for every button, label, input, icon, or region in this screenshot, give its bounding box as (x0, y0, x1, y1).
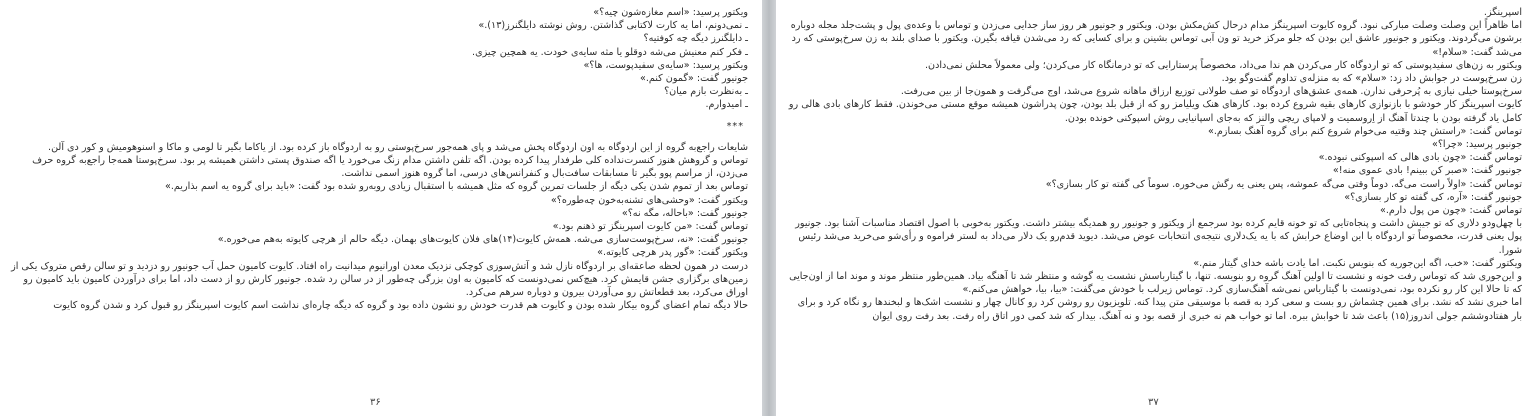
paragraph: ویکتور پرسید: «اسم مغازه‌شون چیه؟» (593, 7, 748, 18)
paragraph: جونیور گفت: «صبر کن ببینم! بادی عموی منه!» (1332, 165, 1522, 177)
paragraph: توماس گفت: «چون بادی هالی که اسپوکنی نبوده.» (1318, 152, 1522, 164)
paragraph: ویکتور گفت: «وحشی‌های تشنه‌به‌خون چه‌طوره؟» (550, 194, 748, 206)
paragraph: و این‌جوری شد که توماس رفت خونه و نشست تا اولین آهنگ گروه رو بنویسه. تنها، با گیتارباسش نشست یه گوشه و منتظر شد تا آهنگه بیاد. همین‌طور منتظر موند و موند اما از اون‌جایی که تا حالا این کار رو نکرده بود، نمی‌دونست با گیتارباس نمی‌شه آهنگ‌سازی کرد. توماس زیرلب با خودش می‌گفت: «بیا، بیا، خواهش می‌کنم.» (789, 271, 1522, 296)
paragraph: توماس گفت: «من کایوت اسپرینگز تو ذهنم بود.» (552, 221, 748, 233)
page-number: ۳۶ (370, 397, 381, 408)
left-page-text (10, 6, 748, 312)
right-page-text (786, 6, 1522, 323)
paragraph: ویکتور گفت: «گور پدر هرچی کایوته.» (597, 247, 748, 259)
paragraph: اسپرینگز. (1483, 7, 1522, 18)
book-gutter (762, 0, 776, 416)
paragraph: جونیور گفت: «گمون کنم.» (639, 73, 748, 85)
page-number: ۳۷ (1148, 397, 1159, 408)
paragraph: ویکتور گفت: «خب، اگه این‌جوریه که بنویس نکبت. اما یادت باشه خدای گیتار منم.» (1193, 257, 1522, 269)
paragraph: درست در همون لحظه صاعقه‌ای بر اردوگاه نازل شد و آتش‌سوزی کوچکی نزدیک معدن اورانیوم میدانیت راه افتاد. کایوت کامیون حمل آب جونیور رو دزدید و تو سالن رقص متروک یکی از زمین‌های برگزاری جشن قایمش کرد. هیچ‌کس نمی‌دونست که کامیون به اون بزرگی چه‌طور از در سالن رد شده. جونیور کارش رو از دست داد، اما برای درآوردن کامیون باید کامیون رو اوراق می‌کرد، بعد قطعاتش رو می‌آوردن بیرون و دوباره سرهم می‌کرد. (11, 260, 748, 299)
paragraph: ـ امیدوارم. (705, 99, 748, 111)
right-page (776, 0, 1536, 416)
paragraph: اما ظاهراً این وصلت وصلت مبارکی نبود. گروه کایوت اسپرینگز مدام درحال کش‌مکش بودن. ویکتور و جونیور هر روز ساز جدایی می‌زدن و توماس با وعده‌ی پول و پشت‌جلد مجله دوباره برشون می‌گردوند. ویکتور و جونیور عاشق این بودن که جلو مرکز خرید تو ون آبی توماس بشینن و برای کسایی که رد می‌شدن قیافه بگیرن. ویکتور با صدای بلند به زن سرخ‌پوستی که رد می‌شد گفت: «سلام!» (790, 20, 1522, 58)
paragraph: توماس گفت: «راستش چند وقتیه می‌خوام شروع کنم برای گروه آهنگ بسازم.» (1207, 125, 1522, 137)
paragraph: با چهل‌ودو دلاری که تو جیبش داشت و پنجاه‌تایی که تو خونه قایم کرده بود سرجمع از ویکتور و جونیور رو همدیگه بیشتر داشت. ویکتور به‌خوبی با اصول اقتصاد مناسبات آشنا بود. جونیور پول یعنی قدرت، مخصوصاً تو اردوگاه با این اوضاع خرابش که با یه یک‌دلاری نتیجه‌ی انتخابات عوض می‌شد. دیوید قدم‌رو یک دلار می‌داد به لستر فراموه و رأی‌شو می‌خرید می‌شد رئیس شورا. (795, 218, 1522, 256)
paragraph: ـ نمی‌دونم، اما یه کارت لاکتابی گذاشتن. روش نوشته دایلگنرز(۱۳).» (478, 20, 748, 32)
paragraph: ـ دایلگنرز دیگه چه کوفتیه؟ (643, 33, 748, 45)
paragraph: شایعات راجع‌به گروه از این اردوگاه به اون اردوگاه پخش می‌شد و پای همه‌جور سرخ‌پوستی رو به اردوگاه باز کرده بود. از یاکاما بگیر تا لومی و ماکا و اسنوهومیش و کور دی آلن. (48, 141, 748, 153)
paragraph: کایوت اسپرینگز کار خودشو با بازنوازی کارهای بقیه شروع کرده بود. کارهای هنک ویلیامز رو که از قبل بلد بودن، چون پدراشون همیشه موقع مستی می‌خوندن. فقط کارهای بادی هالی رو کامل یاد گرفته بودن با چندتا آهنگ از اِروسمیت و لامپای ریچی والنز که به‌جای اسپانیایی روش اسپوکنی خونده بودن. (788, 99, 1522, 124)
paragraph: توماس و گروهش هنوز کنسرت‌نداده کلی طرفدار پیدا کرده بودن. اگه تلفن داشتن مدام زنگ می‌خورد یا اگه صندوق پستی داشتن همیشه پر بود. سرخ‌پوستا همه‌جا راجع‌به گروه حرف می‌زدن، از مراسم پوو بگیر تا مسابقات سافت‌بال و کنفرانس‌های درسی، اما گروه هنوز اسمی نداشت. (32, 155, 748, 180)
paragraph: اما خبری نشد که نشد. برای همین چشماش رو بست و سعی کرد به قصه با موسیقی متن پیدا کنه. تلویزیون رو روشن کرد رو کانال چهار و نشست اشک‌ها و لبخندها رو نگاه کرد و برای بار هفتادوششم جولی اندروز(۱۵) باعث شد تا خوابش ببره. اما تو خواب هم نه خبری از قصه بود و نه آهنگ. بیدار که شد کمی دور اتاق راه رفت. بعد رفت روی ایوان (797, 297, 1522, 322)
paragraph: جونیور گفت: «آره، کی گفته تو کار بسازی؟» (1344, 191, 1522, 203)
paragraph: جونیور گفت: «باحاله، مگه نه؟» (621, 207, 748, 219)
paragraph: ـ به‌نظرت بازم میان؟ (664, 86, 748, 98)
left-page (0, 0, 762, 416)
paragraph: توماس گفت: «اولاً راست می‌گه. دوماً وقتی می‌گه عموشه، پس یعنی یه رگش می‌خوره. سوماً کی گفته تو کار بسازی؟» (1045, 178, 1522, 190)
paragraph: توماس بعد از تموم شدن یکی دیگه از جلسات تمرین گروه که مثل همیشه با استقبال زیادی روبه‌رو شده بود گفت: «باید برای گروه یه اسم بذاریم.» (164, 181, 748, 193)
paragraph: زن سرخ‌پوست در جوابش داد زد: «سلام» که به منزله‌ی تداوم گفت‌وگو بود. (1221, 73, 1522, 85)
paragraph: جونیور پرسید: «چرا؟» (1431, 139, 1522, 151)
paragraph: ویکتور پرسید: «سایه‌ی سفیدپوست، ها؟» (583, 59, 748, 71)
paragraph: ویکتور به زن‌های سفیدپوستی که تو اردوگاه کار می‌کردن هم ندا می‌داد، مخصوصاً پرستارایی که تو درمانگاه کار می‌کردن؛ ولی معمولاً محلش نمی‌دادن. (924, 59, 1522, 71)
paragraph: توماس گفت: «چون من پول دارم.» (1380, 205, 1522, 217)
paragraph: سرخ‌پوستا خیلی نیازی به پُرحرفی ندارن. همه‌ی عشق‌های اردوگاه تو صف طولانی توزیع ارزاق ماهانه شروع می‌شد، اوج می‌گرفت و همون‌جا از بین می‌رفت. (900, 86, 1522, 98)
section-separator: *** (726, 120, 744, 132)
paragraph: ـ فکر کنم معنیش می‌شه دوقلو یا مثه سایه‌ی خودت. یه همچین چیزی. (472, 46, 748, 58)
paragraph: حالا دیگه تمام اعضای گروه بیکار شده بودن و کایوت هم قدرت خودش رو نشون داده بود و گروه که دیگه چاره‌ای نداشت اسم کایوت اسپرینگز رو قبول کرد و شدن گروه کایوت (53, 300, 748, 312)
paragraph: جونیور گفت: «نه، سرخ‌پوست‌سازی می‌شه. همه‌ش کایوت(۱۴)های فلان کایوت‌های بهمان. دیگه حالم از هرچی کایوته به‌هم می‌خوره.» (217, 234, 748, 246)
